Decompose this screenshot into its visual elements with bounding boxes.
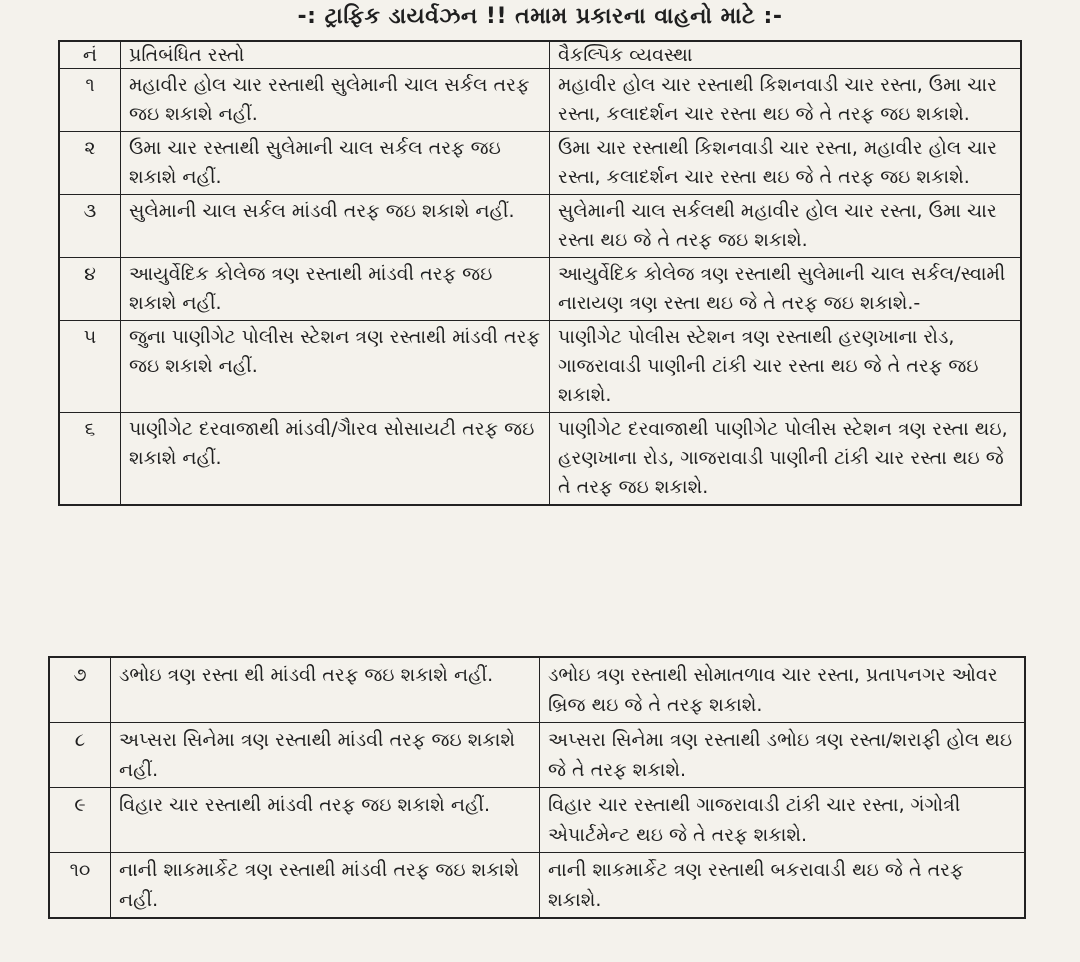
restricted-route: સુલેમાની ચાલ સર્કલ માંડવી તરફ જઇ શકાશે નહીં.: [121, 195, 550, 258]
table-row: [59, 195, 1021, 258]
alternative-route: ઉમા ચાર રસ્તાથી કિશનવાડી ચાર રસ્તા, મહાવીર હોલ ચાર રસ્તા, કલાદર્શન ચાર રસ્તા થઇ જે તે તરફ જઇ શકાશે.: [550, 132, 1022, 195]
table-header-row: [59, 41, 1021, 69]
alternative-route: ડભોઇ ત્રણ રસ્તાથી સોમાતળાવ ચાર રસ્તા, પ્રતાપનગર ઓવર બ્રિજ થઇ જે તે તરફ શકાશે.: [540, 657, 1026, 723]
restricted-route: વિહાર ચાર રસ્તાથી માંડવી તરફ જઇ શકાશે નહીં.: [111, 788, 540, 853]
restricted-route: ડભોઇ ત્રણ રસ્તા થી માંડવી તરફ જઇ શકાશે નહીં.: [111, 657, 540, 723]
restricted-route: અપ્સરા સિનેમા ત્રણ રસ્તાથી માંડવી તરફ જઇ શકાશે નહીં.: [111, 723, 540, 788]
alternative-route: આયુર્વેદિક કોલેજ ત્રણ રસ્તાથી સુલેમાની ચાલ સર્કલ/સ્વામી નારાયણ ત્રણ રસ્તા થઇ જે તે તરફ જઇ શકાશે.-: [550, 258, 1022, 321]
alternative-route: પાણીગેટ દરવાજાથી પાણીગેટ પોલીસ સ્ટેશન ત્રણ રસ્તા થઇ, હરણખાના રોડ, ગાજરાવાડી પાણીની ટાંકી ચાર રસ્તા થઇ જે તે તરફ જઇ શકાશે.: [550, 413, 1022, 506]
table-row: [49, 657, 1025, 723]
row-number: ૯: [49, 788, 111, 853]
alternative-route: સુલેમાની ચાલ સર્કલથી મહાવીર હોલ ચાર રસ્તા, ઉમા ચાર રસ્તા થઇ જે તે તરફ જઇ શકાશે.: [550, 195, 1022, 258]
row-number: ૩: [59, 195, 121, 258]
restricted-route: નાની શાકમાર્કેટ ત્રણ રસ્તાથી માંડવી તરફ જઇ શકાશે નહીં.: [111, 853, 540, 919]
row-number: ૭: [49, 657, 111, 723]
table-row: [49, 853, 1025, 919]
alternative-route: નાની શાકમાર્કેટ ત્રણ રસ્તાથી બકરાવાડી થઇ જે તે તરફ શકાશે.: [540, 853, 1026, 919]
header-number: નં: [59, 41, 121, 69]
row-number: ૮: [49, 723, 111, 788]
alternative-route: અપ્સરા સિનેમા ત્રણ રસ્તાથી ડભોઇ ત્રણ રસ્તા/શરાફી હોલ થઇ જે તે તરફ શકાશે.: [540, 723, 1026, 788]
alternative-route: મહાવીર હોલ ચાર રસ્તાથી કિશનવાડી ચાર રસ્તા, ઉમા ચાર રસ્તા, કલાદર્શન ચાર રસ્તા થઇ જે તે તરફ જઇ શકાશે.: [550, 69, 1022, 132]
diversion-table-2: [48, 656, 1026, 919]
header-restricted-route: પ્રતિબંધિત રસ્તો: [121, 41, 550, 69]
restricted-route: આયુર્વેદિક કોલેજ ત્રણ રસ્તાથી માંડવી તરફ જઇ શકાશે નહીં.: [121, 258, 550, 321]
row-number: ૧૦: [49, 853, 111, 919]
row-number: ૫: [59, 321, 121, 413]
document-title: -: ટ્રાફિક ડાયર્વઝન !! તમામ પ્રકારના વાહનો માટે :-: [297, 4, 783, 29]
alternative-route: વિહાર ચાર રસ્તાથી ગાજરાવાડી ટાંકી ચાર રસ્તા, ગંગોત્રી એપાર્ટમેન્ટ થઇ જે તે તરફ શકાશે.: [540, 788, 1026, 853]
row-number: ૨: [59, 132, 121, 195]
restricted-route: મહાવીર હોલ ચાર રસ્તાથી સુલેમાની ચાલ સર્કલ તરફ જઇ શકાશે નહીં.: [121, 69, 550, 132]
table-row: [59, 132, 1021, 195]
restricted-route: જુના પાણીગેટ પોલીસ સ્ટેશન ત્રણ રસ્તાથી માંડવી તરફ જઇ શકાશે નહીં.: [121, 321, 550, 413]
header-alternative-arrangement: વૈકલ્પિક વ્યવસ્થા: [550, 41, 1022, 69]
table-row: [59, 321, 1021, 413]
alternative-route: પાણીગેટ પોલીસ સ્ટેશન ત્રણ રસ્તાથી હરણખાના રોડ, ગાજરાવાડી પાણીની ટાંકી ચાર રસ્તા થઇ જે તે તરફ જઇ શકાશે.: [550, 321, 1022, 413]
table-row: [59, 258, 1021, 321]
table-row: [59, 413, 1021, 506]
table-row: [49, 788, 1025, 853]
row-number: ૪: [59, 258, 121, 321]
row-number: ૧: [59, 69, 121, 132]
restricted-route: પાણીગેટ દરવાજાથી માંડવી/ગૈારવ સોસાયટી તરફ જઇ શકાશે નહીં.: [121, 413, 550, 506]
row-number: ૬: [59, 413, 121, 506]
table-row: [59, 69, 1021, 132]
restricted-route: ઉમા ચાર રસ્તાથી સુલેમાની ચાલ સર્કલ તરફ જઇ શકાશે નહીં.: [121, 132, 550, 195]
diversion-table-1: [58, 40, 1022, 506]
table-row: [49, 723, 1025, 788]
